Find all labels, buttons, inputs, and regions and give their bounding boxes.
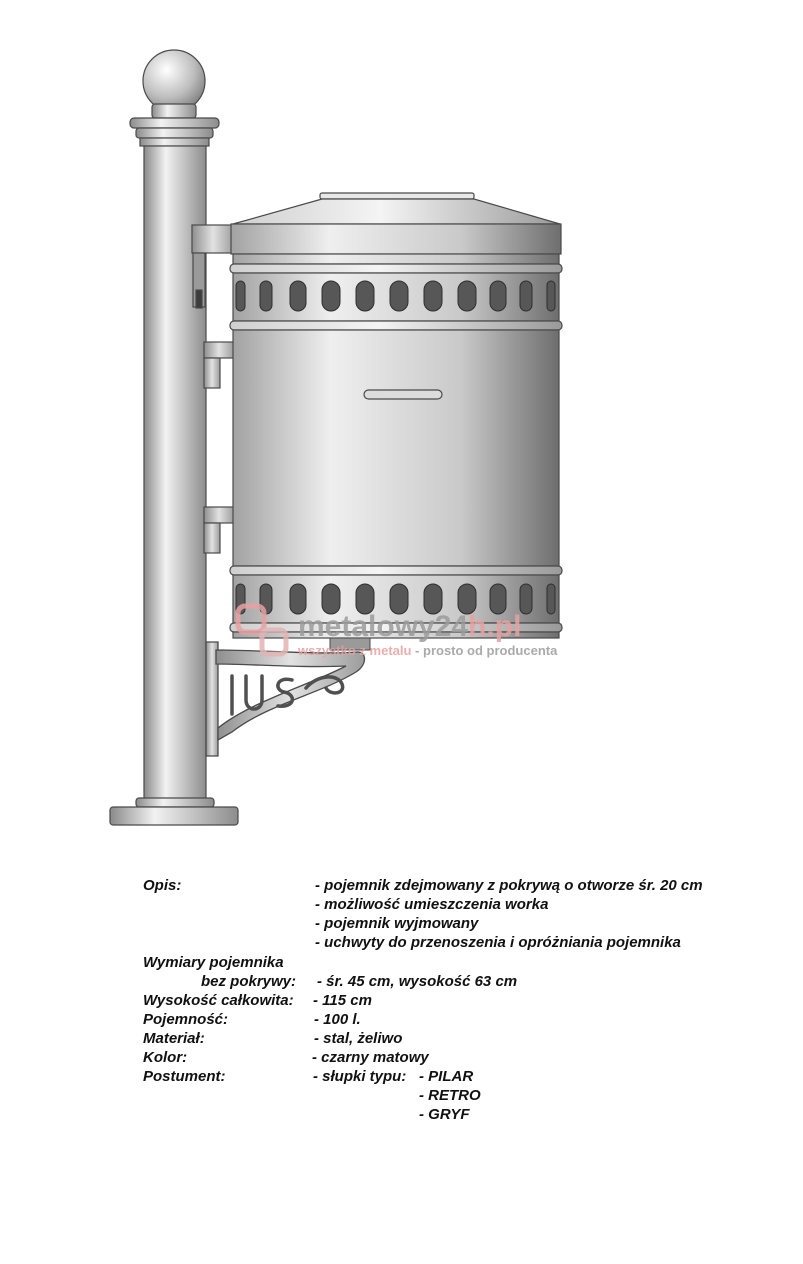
- wymiary-sublabel: bez pokrywy:: [201, 973, 297, 990]
- pojemnosc-value: - 100 l.: [314, 1011, 361, 1028]
- kolor-value: - czarny matowy: [312, 1049, 429, 1066]
- svg-text:wszystko z metalu - prosto od: [297, 643, 558, 658]
- bin-body: [230, 254, 562, 638]
- watermark-tagline-right: prosto od producenta: [423, 643, 558, 658]
- bin-handle-slot: [364, 390, 442, 399]
- post-base: [110, 807, 238, 825]
- postument-label: Postument:: [143, 1068, 226, 1085]
- material-value: - stal, żeliwo: [314, 1030, 403, 1047]
- postument-prefix: - słupki typu:: [313, 1068, 407, 1085]
- opis-label: Opis:: [143, 877, 182, 894]
- material-label: Materiał:: [143, 1030, 205, 1047]
- opis-item: - pojemnik zdejmowany z pokrywą o otworze śr. 20 cm: [315, 877, 703, 894]
- bin-lid: [231, 193, 561, 254]
- postument-item: - RETRO: [419, 1087, 481, 1104]
- post: [110, 50, 238, 825]
- post-capital: [130, 118, 219, 128]
- wysokosc-label: Wysokość całkowita:: [143, 992, 294, 1009]
- opis-item: - możliwość umieszczenia worka: [315, 896, 549, 913]
- opis-item: - pojemnik wyjmowany: [315, 915, 479, 932]
- pojemnosc-label: Pojemność:: [143, 1011, 229, 1028]
- wymiary-value: - śr. 45 cm, wysokość 63 cm: [317, 973, 518, 990]
- watermark-tagline-sep: -: [411, 643, 423, 658]
- watermark-tagline-left: wszystko z metalu: [298, 643, 412, 658]
- watermark-domain-accent: h.pl: [468, 610, 522, 643]
- ornamental-bracket: [206, 642, 365, 756]
- post-finial-ball: [143, 50, 205, 112]
- specification-block: [143, 876, 783, 1126]
- kolor-label: Kolor:: [143, 1049, 188, 1066]
- wysokosc-value: - 115 cm: [313, 992, 372, 1009]
- opis-item: - uchwyty do przenoszenia i opróżniania pojemnika: [315, 934, 681, 951]
- watermark-domain-main: metalowy24: [298, 610, 469, 643]
- postument-item: - GRYF: [419, 1106, 470, 1123]
- postument-item: - PILAR: [419, 1068, 474, 1085]
- svg-text:metalowy24h.pl: [298, 610, 521, 643]
- wymiary-label: Wymiary pojemnika: [143, 954, 284, 971]
